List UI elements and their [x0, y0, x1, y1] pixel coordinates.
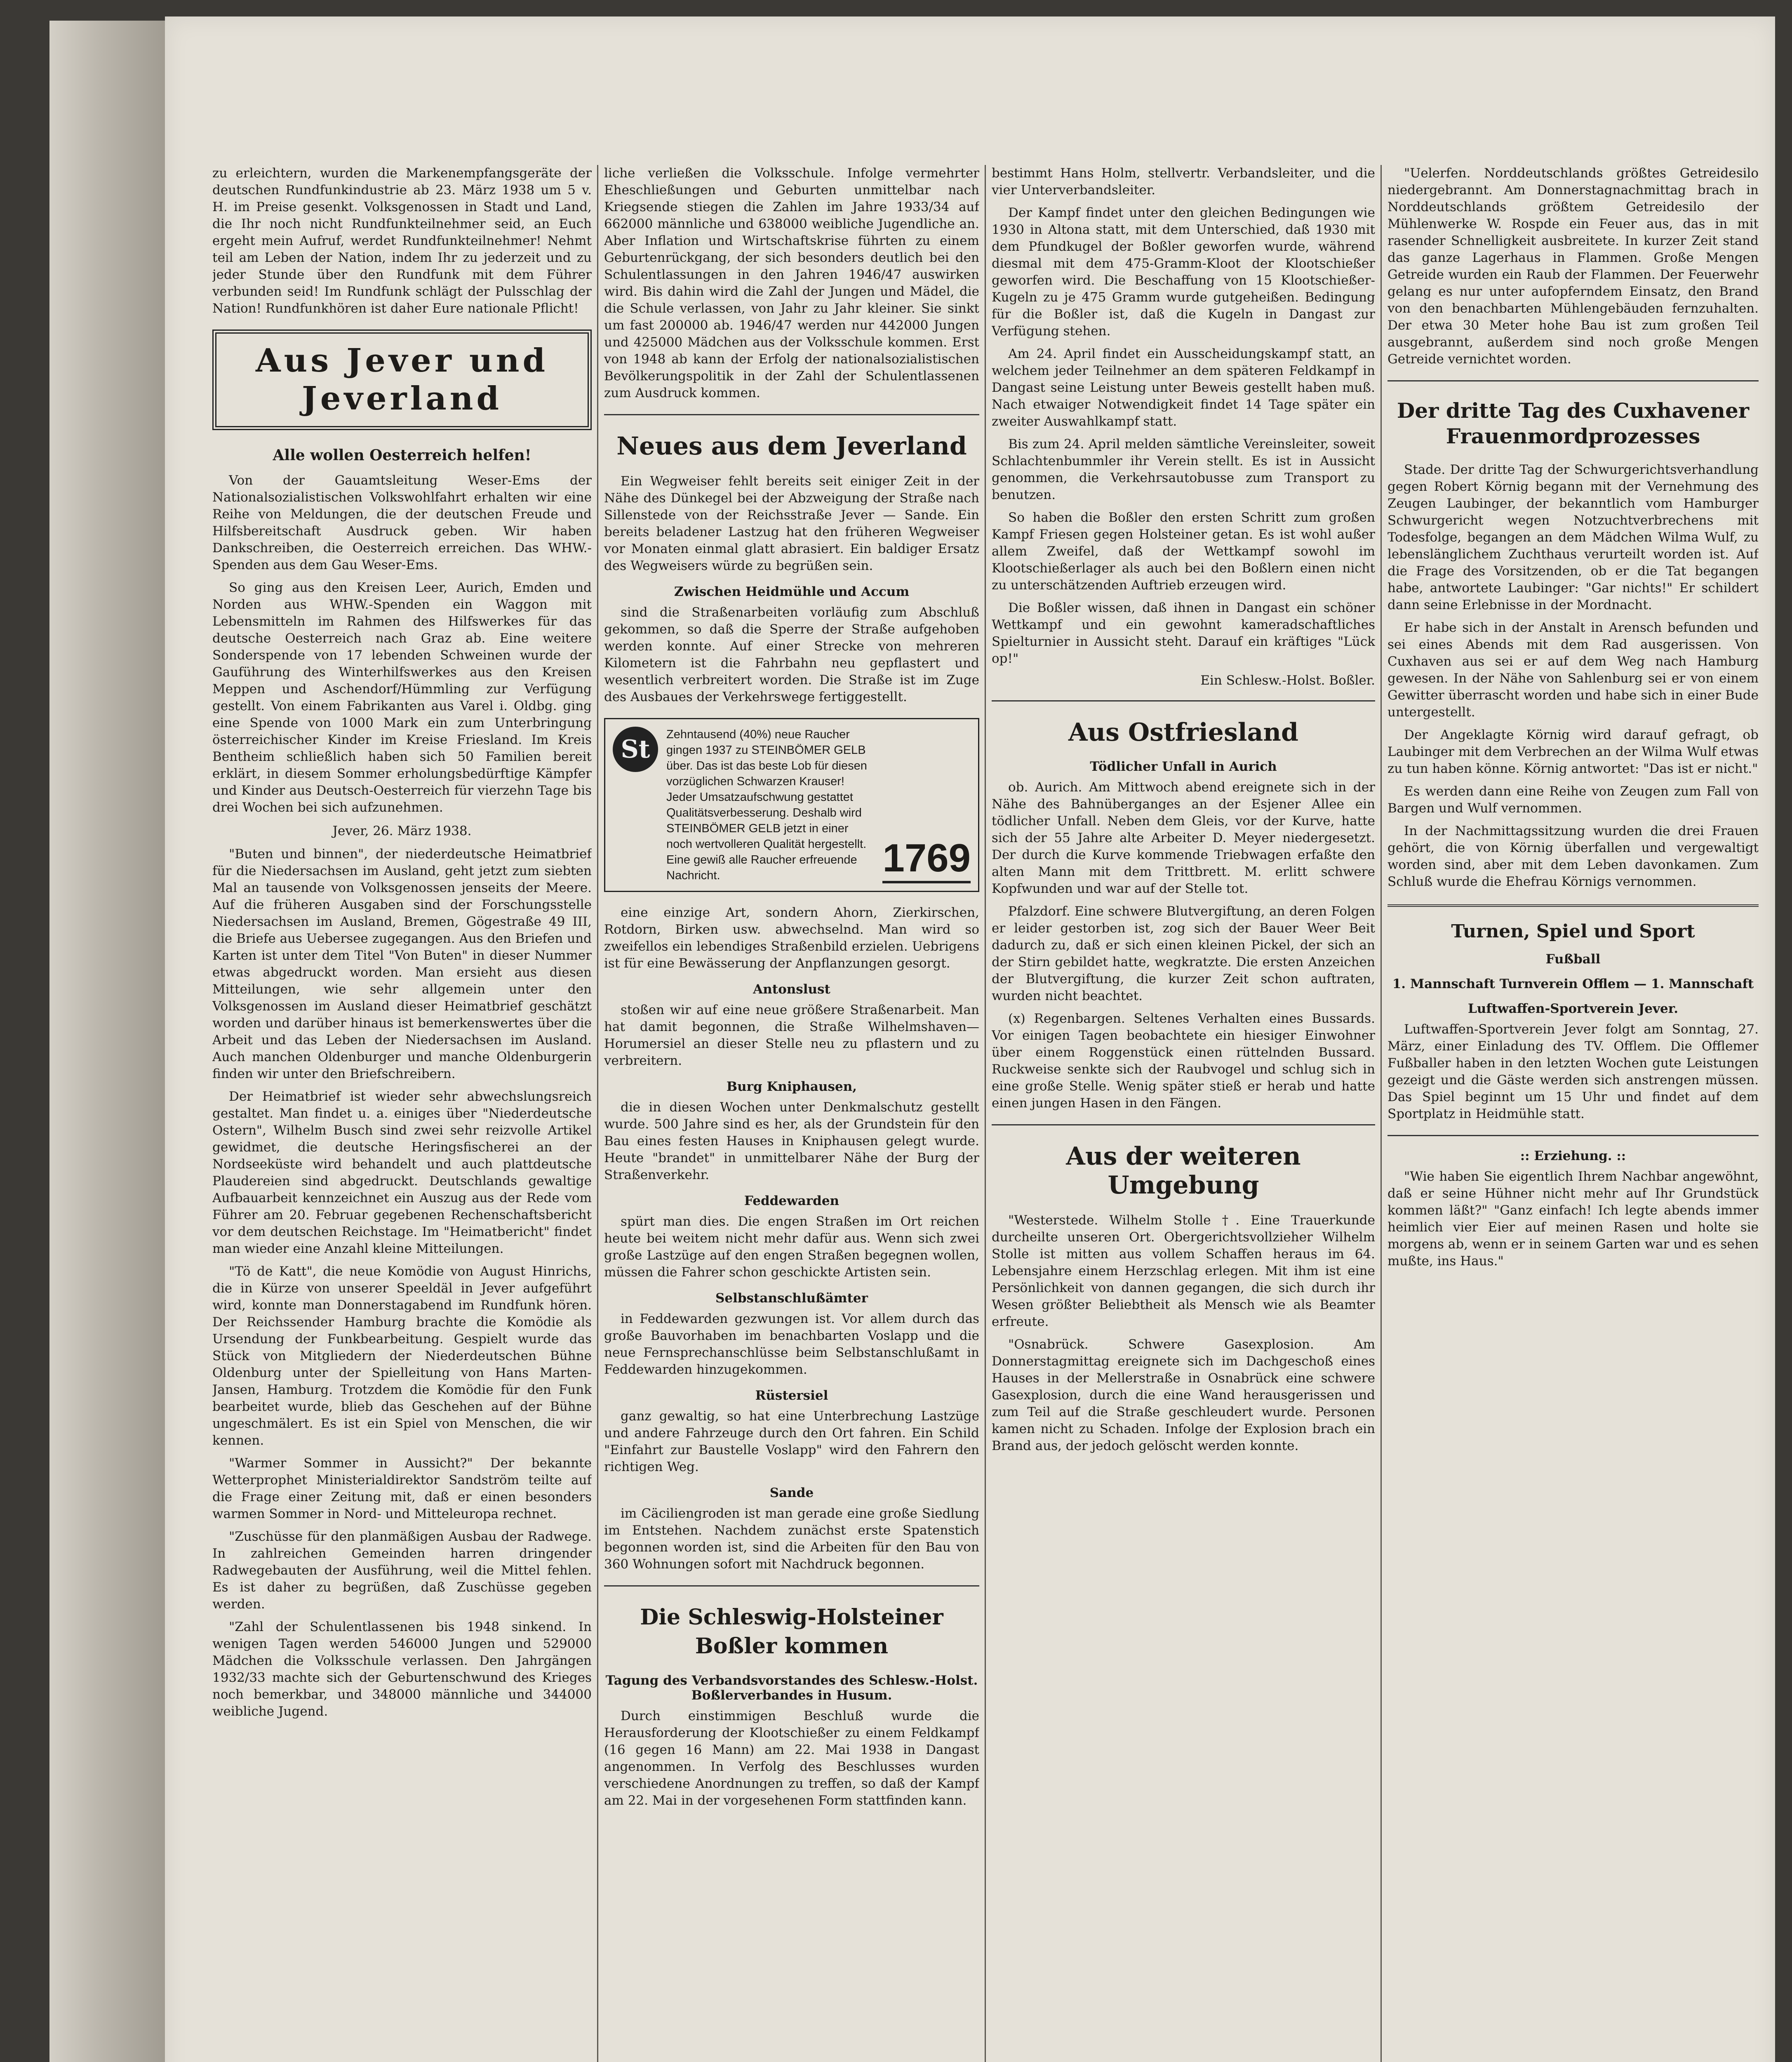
- column-rule: [985, 165, 986, 2062]
- article-text: So haben die Boßler den ersten Schritt zum großen Kampf Friesen gegen Holsteiner getan. Es ist wohl außer allem Zweifel, daß der Wettkampf sowohl im Klootschießerlager als auch bei den Boßlern einen nicht zu unterschätzenden Auftrieb erzeugen wird.: [992, 510, 1375, 593]
- article-text: Luftwaffen-Sportverein Jever folgt am Sonntag, 27. März, einer Einladung des TV. Offlem. Die Offlemer Fußballer haben in den letzten Wochen gute Leistungen gezeigt und die Gäste werden sich anstrengen müssen. Das Spiel beginnt um 15 Uhr und findet auf dem Sportplatz in Heidmühle statt.: [1388, 1022, 1759, 1121]
- article-text: "Wie haben Sie eigentlich Ihrem Nachbar angewöhnt, daß er seine Hühner nicht mehr auf Ihr Grundstück kommen läßt?" "Ganz einfach! Ich legte abends immer heimlich vier Eier auf meinen Rasen und holte sie morgens ab, wenn er in seinem Garten war und es sehen mußte, ins Haus.": [1388, 1169, 1759, 1269]
- article-text: ob. Aurich. Am Mittwoch abend ereignete sich in der Nähe des Bahnüberganges an der Esjener Allee ein tödlicher Unfall. Neben dem Gleis, vor der Kurve, hatte sich der 55 Jahre alte Arbeiter D. Meyer niedergesetzt. Der durch die Kurve kommende Triebwagen erfaßte den alten Mann mit dem Trittbrett. M. erlitt schwere Kopfwunden und war auf der Stelle tot.: [992, 780, 1375, 896]
- article-text: Durch einstimmigen Beschluß wurde die Herausforderung der Klootschießer zu einem Feldkampf (16 gegen 16 Mann) am 22. Mai 1938 in Dangast angenommen. In Verfolg des Beschlusses wurden verschiedene Anordnungen zu treffen, so daß der Kampf am 22. Mai in der vorgesehenen Form stattfinden kann.: [604, 1709, 979, 1808]
- column-4: [1388, 165, 1759, 2062]
- article-text: die in diesen Wochen unter Denkmalschutz gestellt wurde. 500 Jahre sind es her, als der Grundstein für den Bau eines festen Hauses in Kniphausen gelegt wurde. Heute "brandet" in unmittelbarer Nähe der Burg der Straßenverkehr.: [604, 1100, 979, 1182]
- article-text: Der Angeklagte Körnig wird darauf gefragt, ob Laubinger mit dem Verbrechen an der Wilma Wulf etwas zu tun haben könne. Körnig antwortet: "Das ist er nicht.": [1388, 727, 1759, 776]
- article-text: liche verließen die Volksschule. Infolge vermehrter Eheschließungen und Geburten unmittelbar nach Kriegsende stiegen die Zahlen im Jahre 1933/34 auf 662000 männliche und 638000 weibliche Jugendliche an. Aber Inflation und Wirtschaftskrise führten zu einem Geburtenrückgang, der sich besonders deutlich bei den Schulentlassungen in den Jahren 1946/47 auswirken wird. Bis dahin wird die Zahl der Jungen und Mädel, die die Schule verlassen, von Jahr zu Jahr kleiner. Sie sinkt um fast 200000 ab. 1946/47 werden nur 442000 Jungen und 425000 Mädchen aus der Volksschule kommen. Erst von 1948 ab kann der Erfolg der nationalsozialistischen Bevölkerungspolitik in der Zahl der Schulentlassenen zum Ausdruck kommen.: [604, 166, 979, 400]
- divider: [604, 1585, 979, 1587]
- tobacco-advertisement: [604, 718, 979, 892]
- column-rule: [1380, 165, 1382, 2062]
- article-text: (x) Regenbargen. Seltenes Verhalten eines Bussards. Vor einigen Tagen beobachtete ein hiesiger Einwohner über einem Roggenstück einen rüttelnden Bussard. Ruckweise senkte sich der Raubvogel und schlug sich in eine große Stelle. Wenig später stieß er herab und hatte einen jungen Hasen in den Fängen.: [992, 1011, 1375, 1111]
- subheading: Burg Kniphausen,: [726, 1079, 857, 1094]
- article-text: Bis zum 24. April melden sämtliche Vereinsleiter, soweit Schlachtenbummler ihr Verein stellt. Es ist in Aussicht genommen, die Verkehrsautobusse zum Transport zu benutzen.: [992, 437, 1375, 502]
- article-text: in Feddewarden gezwungen ist. Vor allem durch das große Bauvorhaben im benachbarten Voslapp und die neue Fernsprechanschlüsse beim Selbstanschlußamt in Feddewarden hinzugekommen.: [604, 1311, 979, 1377]
- article-text: "Buten und binnen", der niederdeutsche Heimatbrief für die Niedersachsen im Ausland, geht jetzt zum siebten Mal an tausende von Volksgenossen jenseits der Meere. Auf die früheren Ausgaben sind der Forschungsstelle Niedersachsen im Ausland, Bremen, Gögestraße 49 III, die Briefe aus Uebersee zugegangen. Aus den Briefen und Karten ist unter dem Titel "Von Buten" in dieser Nummer etwas abgedruckt worden. Man ersieht aus diesen Mitteilungen, wie sehr allgemein unter den Volksgenossen im Ausland dieser Heimatbrief geschätzt worden und darüber hinaus ist bemerkenswertes über die Arbeit und das Leben der Niedersachsen im Ausland. Auch manchen Oldenburger und manche Oldenburgerin finden wir unter den Briefschreibern.: [212, 847, 592, 1081]
- section-headline: Die Schleswig-Holsteiner Boßler kommen: [640, 1605, 943, 1659]
- article-text: "Zahl der Schulentlassenen bis 1948 sinkend. In wenigen Tagen werden 546000 Jungen und 529000 Mädchen die Volksschule verlassen. Den Jahrgängen 1932/33 machte sich der Geburtenschwund des Krieges noch bemerkbar, und 348000 männliche und 344000 weibliche Jugend.: [212, 1619, 592, 1719]
- article-text: eine einzige Art, sondern Ahorn, Zierkirschen, Rotdorn, Birken usw. abwechselnd. Man wird so zweifellos ein lebendiges Straßenbild erzielen. Uebrigens ist für eine Bewässerung der Anpflanzungen gesorgt.: [604, 905, 979, 971]
- article-text: Von der Gauamtsleitung Weser-Ems der Nationalsozialistischen Volkswohlfahrt erhalten wir eine Reihe von Meldungen, die der deutschen Freude und Hilfsbereitschaft Ausdruck geben. Wir haben Dankschreiben, die Oesterreich erreichen. Das WHW.-Spenden aus dem Gau Weser-Ems.: [212, 473, 592, 572]
- ad-text: Zehntausend (40%) neue Raucher gingen 1937 zu STEINBÖMER GELB über. Das ist das beste Lob für diesen vorzüglichen Schwarzen Krauser! Jeder Umsatzaufschwung gestattet Qualitätsverbesserung. Deshalb wird STEINBÖMER GELB jetzt in einer noch wertvolleren Qualität hergestellt. Eine gewiß alle Raucher erfreuende Nachricht.: [666, 728, 867, 882]
- section-headline: Der dritte Tag des Cuxhavener Frauenmordprozesses: [1397, 398, 1750, 448]
- article-text: Pfalzdorf. Eine schwere Blutvergiftung, an deren Folgen er leider gestorben ist, zog sich der Bauer Weer Beit dadurch zu, daß er sich einen kleinen Pickel, der sich an der Stirn gebildet hatte, wegkratzte. Die ersten Anzeichen der Blutvergiftung, die kurzer Zeit schon auftraten, wurden nicht beachtet.: [992, 904, 1375, 1003]
- article-text: Ein Wegweiser fehlt bereits seit einiger Zeit in der Nähe des Dünkegel bei der Abzweigung der Straße nach Sillenstede von der Reichsstraße Jever — Sande. Ein bereits beladener Lastzug hat den früheren Wegweiser vor Monaten einmal glatt abrasiert. Ein baldiger Ersatz des Wegweisers würde zu begrüßen sein.: [604, 474, 979, 573]
- subheading: :: Erziehung. ::: [1520, 1149, 1626, 1163]
- article-text: ganz gewaltig, so hat eine Unterbrechung Lastzüge und andere Fahrzeuge durch den Ort fahren. Ein Schild "Einfahrt zur Baustelle Voslapp" wird den Fahrern den richtigen Weg.: [604, 1409, 979, 1474]
- section-headline: Aus Ostfriesland: [1068, 718, 1299, 747]
- subheading: Fußball: [1545, 952, 1601, 967]
- article-text: stoßen wir auf eine neue größere Straßenarbeit. Man hat damit begonnen, die Straße Wilhelmshaven—Horumersiel an dieser Stelle neu zu pflastern und zu verbreitern.: [604, 1003, 979, 1068]
- page-edge: [49, 21, 169, 2062]
- article-text: im Cäciliengroden ist man gerade eine große Siedlung im Entstehen. Nachdem zunächst erste Spatenstich begonnen worden ist, sind die Arbeiten für den Bau von 360 Wohnungen sofort mit Nachdruck begonnen.: [604, 1506, 979, 1572]
- divider: [1388, 380, 1759, 381]
- divider: [992, 1124, 1375, 1125]
- dateline: Jever, 26. März 1938.: [332, 824, 472, 838]
- article-text: In der Nachmittagssitzung wurden die drei Frauen gehört, die von Körnig überfallen und vergewaltigt worden sind, aber mit dem Leben davonkamen. Zum Schluß wurde die Ehefrau Körnigs vernommen.: [1388, 824, 1759, 889]
- article-text: "Warmer Sommer in Aussicht?" Der bekannte Wetterprophet Ministerialdirektor Sandström teilte auf die Frage einer Zeitung mit, daß er einen besonders warmen Sommer in Nord- und Mitteleuropa rechnet.: [212, 1456, 592, 1521]
- subheading: Tagung des Verbandsvorstandes des Schlesw.-Holst. Boßlerverbandes in Husum.: [605, 1673, 978, 1703]
- subheading: Sande: [769, 1485, 814, 1500]
- section-headline: Aus der weiteren Umgebung: [1066, 1142, 1301, 1200]
- section-headline: Turnen, Spiel und Sport: [1451, 921, 1695, 942]
- article-text: Der Heimatbrief ist wieder sehr abwechslungsreich gestaltet. Man findet u. a. einiges über "Niederdeutsche Ostern", Wilhelm Busch sind zwei sehr reizvolle Artikel gewidmet, die deutsche Heringsfischerei an der Nordseeküste wird behandelt und auch plattdeutsche Plaudereien sind abgedruckt. Deutschlands gewaltige Aufbauarbeit kennzeichnet ein Auszug aus der Rede vom Führer am 20. Februar gegebenen Rechenschaftsbericht vor dem deutschen Reichstage. Im "Heimatbericht" findet man wieder eine Anzahl kleine Mitteilungen.: [212, 1089, 592, 1256]
- subheading: Selbstanschlußämter: [715, 1291, 868, 1306]
- column-3: [992, 165, 1375, 2062]
- article-text: Stade. Der dritte Tag der Schwurgerichtsverhandlung gegen Robert Körnig begann mit der Vernehmung des Zeugen Laubinger, der bekanntlich vom Hamburger Schwurgericht wegen Notzuchtverbrechens mit Todesfolge, begangen an dem Mädchen Wilma Wulf, zu lebenslänglichem Zuchthaus verurteilt worden ist. Auf die Frage des Vorsitzenden, ob er die Tat begangen habe, antwortete Laubinger: "Gar nichts!" Er schildert dann seine Erlebnisse in der Mordnacht.: [1388, 462, 1759, 612]
- divider: [1388, 1135, 1759, 1136]
- article-text: "Westerstede. Wilhelm Stolle †. Eine Trauerkunde durcheilte unseren Ort. Obergerichtsvollzieher Wilhelm Stolle ist mitten aus vollem Schaffen heraus im 64. Lebensjahre einem Herzschlag erlegen. Mit ihm ist eine Persönlichkeit von dannen gegangen, die sich durch ihr Wesen größter Beliebtheit als Mensch wie als Beamter erfreute.: [992, 1213, 1375, 1329]
- article-text: So ging aus den Kreisen Leer, Aurich, Emden und Norden aus WHW.-Spenden ein Waggon mit Lebensmitteln im Rahmen des Hilfswerkes für das deutsche Oesterreich nach Graz ab. Eine weitere Sonderspende von 17 lebenden Schweinen wurde der Gauführung des Winterhilfswerkes aus den Kreisen Meppen und Aschendorf/Hümmling zur Verfügung gestellt. Von einem Fabrikanten aus Varel i. Oldbg. ging eine Spende von 1000 Mark ein zum Unterbringung österreichischer Kinder im Kreise Friesland. Im Kreis Bentheim schließlich haben sich 50 Familien bereit erklärt, in diesem Sommer erholungsbedürftige Kämpfer und Kinder aus Deutsch-Oesterreich für vierzehn Tage bis drei Wochen bei sich aufzunehmen.: [212, 580, 592, 815]
- article-text: "Tö de Katt", die neue Komödie von August Hinrichs, die in Kürze von unserer Speeldäl in Jever aufgeführt wird, konnte man Donnerstagabend im Rundfunk hören. Der Reichssender Hamburg brachte die Komödie als Ursendung der Funkbearbeitung. Gespielt wurde das Stück von Mitgliedern der Niederdeutschen Bühne Oldenburg unter der Spielleitung von Hans Marten-Jansen, Hamburg. Trotzdem die Komödie für den Funk bearbeitet wurde, blieb das Geschehen auf der Bühne ungeschmälert. Es ist ein Spiel von Menschen, die wir kennen.: [212, 1264, 592, 1448]
- subheading: Luftwaffen-Sportverein Jever.: [1467, 1001, 1679, 1016]
- signature: Ein Schlesw.-Holst. Boßler.: [1200, 673, 1375, 688]
- divider: [992, 700, 1375, 701]
- article-text: Am 24. April findet ein Ausscheidungskampf statt, an welchem jeder Teilnehmer an dem späteren Feldkampf in Dangast seine Leistung unter Beweis gestellt haben muß. Nach etwaiger Notwendigkeit findet 14 Tage später ein zweiter Auswahlkampf statt.: [992, 346, 1375, 429]
- column-1: [212, 165, 592, 2062]
- section-header-box: Aus Jever und Jeverland: [212, 330, 592, 430]
- article-text: Der Kampf findet unter den gleichen Bedingungen wie 1930 in Altona statt, mit dem Unterschied, daß 1930 mit dem Pfundkugel der Boßler geworfen wurde, während diesmal mit dem 475-Gramm-Kloot der Klootschießer geworfen wird. Die Beschaffung von 15 Klootschießer-Kugeln zu je 475 Gramm wurde gutgeheißen. Bedingung für die Boßler ist, daß die Kugeln in Dangast zur Verfügung stehen.: [992, 205, 1375, 339]
- article-text: bestimmt Hans Holm, stellvertr. Verbandsleiter, und die vier Unterverbandsleiter.: [992, 166, 1375, 198]
- article-text: zu erleichtern, wurden die Markenempfangsgeräte der deutschen Rundfunkindustrie ab 23. März 1938 um 5 v. H. im Preise gesenkt. Volksgenossen in Stadt und Land, die Ihr noch nicht Rundfunkteilnehmer seid, an Euch ergeht mein Aufruf, werdet Rundfunkteilnehmer! Nehmt teil am Leben der Nation, indem Ihr zu jederzeit und zu jeder Stunde über den Rundfunk mit dem Führer verbunden seid! Im Rundfunk schlägt der Pulsschlag der Nation! Rundfunkhören ist daher Eure nationale Pflicht!: [212, 166, 592, 316]
- subheading: 1. Mannschaft Turnverein Offlem — 1. Mannschaft: [1392, 977, 1754, 991]
- divider: [1388, 904, 1759, 907]
- article-text: "Osnabrück. Schwere Gasexplosion. Am Donnerstagmittag ereignete sich im Dachgeschoß eines Hauses in der Mellerstraße in Osnabrück eine schwere Gasexplosion, durch die eine Wand herausgerissen und zum Teil auf die Straße geschleudert wurde. Personen kamen nicht zu Schaden. Infolge der Explosion brach ein Brand aus, der jedoch gelöscht werden konnte.: [992, 1337, 1375, 1453]
- divider: [604, 414, 979, 415]
- newspaper-page: [165, 16, 1775, 2062]
- article-text: "Zuschüsse für den planmäßigen Ausbau der Radwege. In zahlreichen Gemeinden harren dringender Radwegebauten der Ausführung, weil die Mittel fehlen. Es ist daher zu begrüßen, daß Zuschüsse gegeben werden.: [212, 1529, 592, 1612]
- subheading: Tödlicher Unfall in Aurich: [1090, 759, 1277, 774]
- headline: Alle wollen Oesterreich helfen!: [273, 447, 531, 464]
- article-text: Er habe sich in der Anstalt in Arensch befunden und sei eines Abends mit dem Rad ausgerissen. Von Cuxhaven aus sei er auf dem Weg nach Hamburg gewesen. In der Nähe von Sahlenburg sei er von einem Gewitter überrascht worden und habe sich in einer Bude untergestellt.: [1388, 620, 1759, 720]
- ad-logo-icon: St: [613, 727, 658, 772]
- column-2: [604, 165, 979, 2062]
- column-rule: [597, 165, 598, 2062]
- article-text: Die Boßler wissen, daß ihnen in Dangast ein schöner Wettkampf und ein gewohnt kameradschaftliches Spielturnier in Aussicht steht. Darauf ein kräftiges "Lück op!": [992, 600, 1375, 666]
- article-text: spürt man dies. Die engen Straßen im Ort reichen heute bei weitem nicht mehr dafür aus. Wenn sich zwei große Lastzüge auf den engen Straßen begegnen wollen, müssen die Fahrer schon geschickte Artisten sein.: [604, 1214, 979, 1280]
- article-text: sind die Straßenarbeiten vorläufig zum Abschluß gekommen, so daß die Sperre der Straße aufgehoben werden konnte. Auf einer Strecke von mehreren Kilometern ist die Fahrbahn neu gepflastert und wesentlich verbreitert worden. Die Straße ist im Zuge des Ausbaues der Verkehrswege fertiggestellt.: [604, 605, 979, 704]
- ad-number: 1769: [882, 836, 971, 883]
- section-headline: Neues aus dem Jeverland: [616, 432, 967, 461]
- subheading: Antonslust: [753, 982, 830, 997]
- subheading: Zwischen Heidmühle und Accum: [674, 584, 910, 599]
- article-text: Es werden dann eine Reihe von Zeugen zum Fall von Bargen und Wulf vernommen.: [1388, 784, 1759, 816]
- subheading: Rüstersiel: [755, 1388, 828, 1403]
- subheading: Feddewarden: [744, 1193, 840, 1208]
- article-text: "Uelerfen. Norddeutschlands größtes Getreidesilo niedergebrannt. Am Donnerstagnachmittag brach in Norddeutschlands größtem Getreidesilo der Mühlenwerke W. Rospde ein Feuer aus, das in mit rasender Schnelligkeit ausbreitete. In kurzer Zeit stand das ganze Lagerhaus in Flammen. Große Mengen Getreide wurden ein Raub der Flammen. Der Feuerwehr gelang es nur unter aufopferndem Einsatz, den Brand von den benachbarten Mühlengebäuden fernzuhalten. Der etwa 30 Meter hohe Bau ist zum großen Teil ausgebrannt, außerdem sind noch große Mengen Getreide vernichtet worden.: [1388, 166, 1759, 367]
